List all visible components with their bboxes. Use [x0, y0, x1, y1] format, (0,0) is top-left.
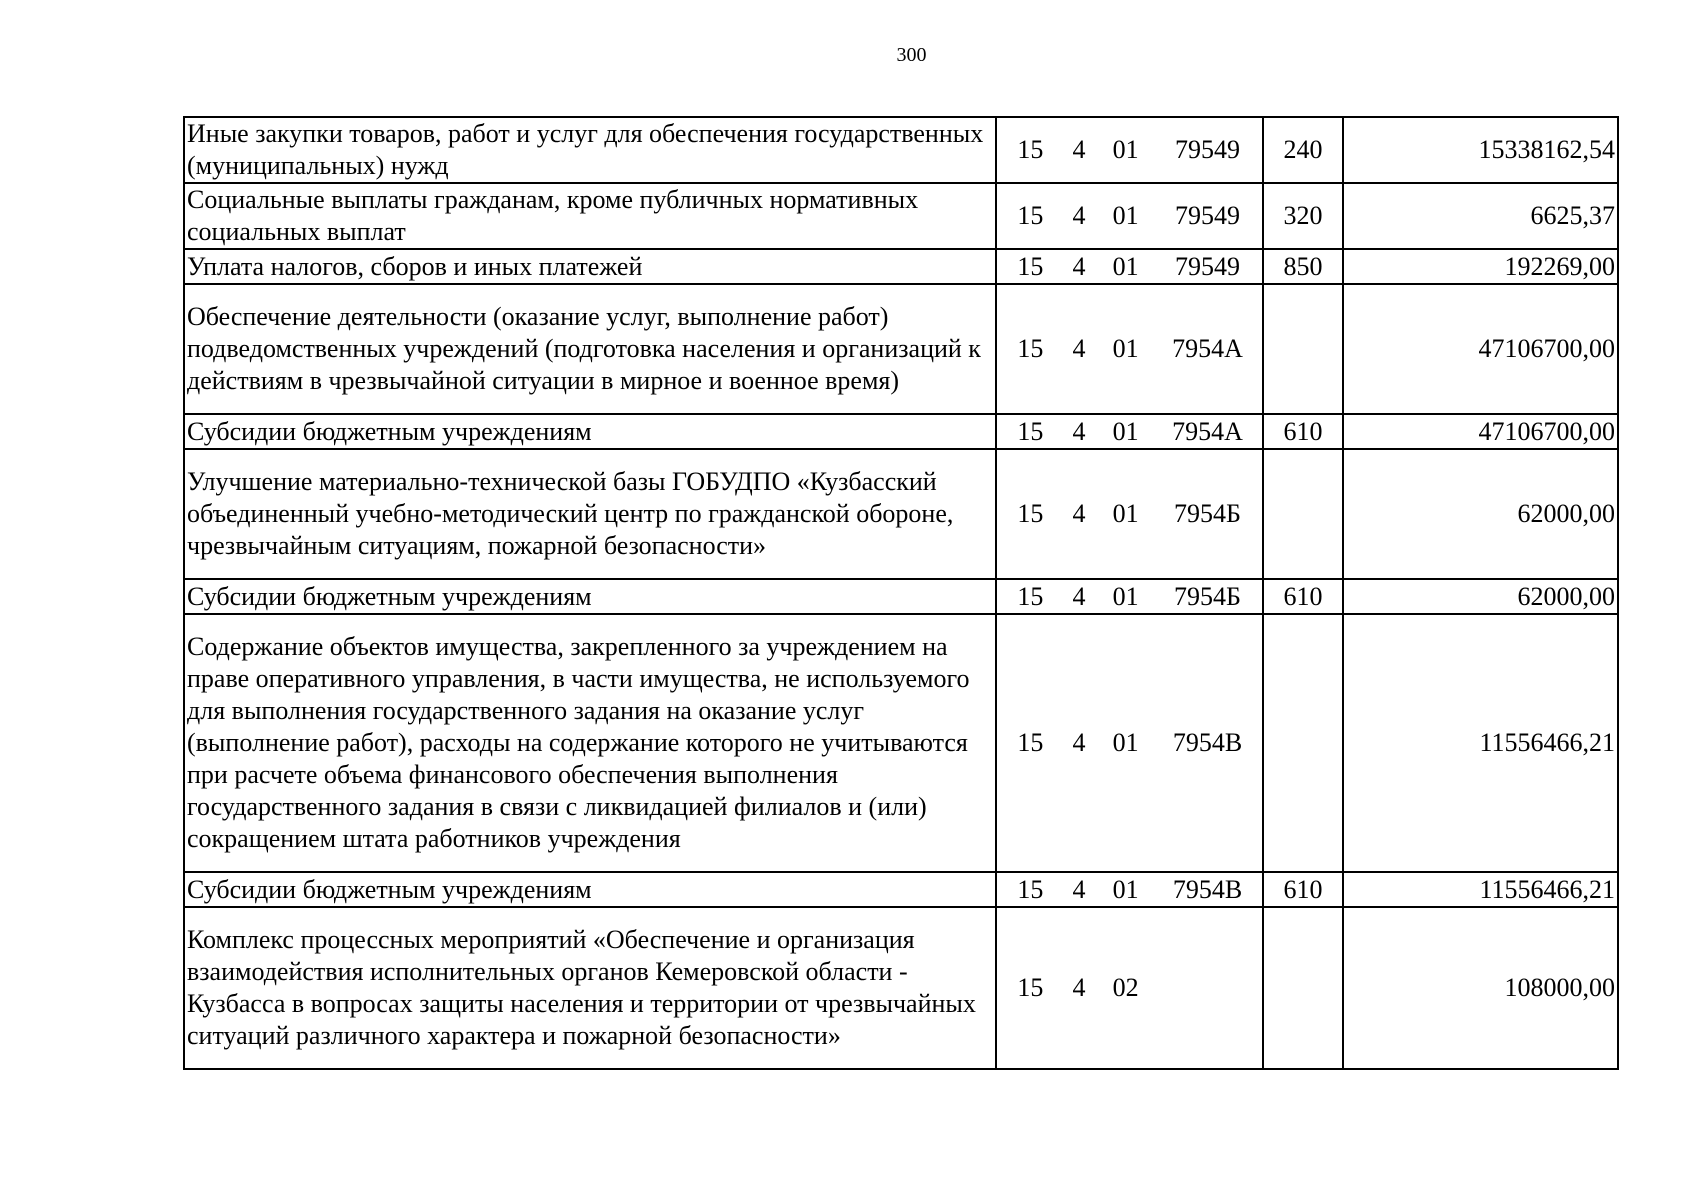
expense-name: Субсидии бюджетным учреждениям: [184, 579, 996, 614]
code-program: 15: [1017, 135, 1044, 164]
code-subtype: 4: [1072, 499, 1086, 528]
code-subtype: 4: [1072, 728, 1086, 757]
expense-name: Иные закупки товаров, работ и услуг для обеспечения государственных (муниципальных) нужд: [184, 117, 996, 183]
code-subtype: 4: [1072, 201, 1086, 230]
code-direction: 7954В: [1172, 874, 1243, 904]
code-complex: 01: [1112, 581, 1139, 611]
table-row: [184, 907, 1618, 1069]
code-complex: 01: [1112, 201, 1139, 230]
target-code: [996, 414, 1263, 449]
amount: 6625,37: [1343, 183, 1618, 249]
table-row: [184, 284, 1618, 414]
expense-name: Субсидии бюджетным учреждениям: [184, 872, 996, 907]
amount: 11556466,21: [1343, 614, 1618, 872]
code-complex: 01: [1112, 416, 1139, 446]
expense-type: [1263, 907, 1343, 1069]
target-code: [996, 249, 1263, 284]
expense-name: Социальные выплаты гражданам, кроме публичных нормативных социальных выплат: [184, 183, 996, 249]
target-code: [996, 284, 1263, 414]
target-code: [996, 183, 1263, 249]
target-code: [996, 579, 1263, 614]
table-row: [184, 183, 1618, 249]
amount: 62000,00: [1343, 449, 1618, 579]
code-direction: 7954А: [1172, 334, 1243, 363]
code-direction: 7954Б: [1174, 499, 1241, 528]
table-row: [184, 414, 1618, 449]
code-program: 15: [1017, 973, 1044, 1002]
table-row: [184, 249, 1618, 284]
code-subtype: 4: [1072, 334, 1086, 363]
code-complex: 01: [1112, 874, 1139, 904]
amount: 108000,00: [1343, 907, 1618, 1069]
target-code: [996, 614, 1263, 872]
table-row: [184, 579, 1618, 614]
code-complex: 02: [1112, 973, 1139, 1002]
code-subtype: 4: [1072, 874, 1086, 904]
code-direction: 7954В: [1172, 728, 1243, 757]
expense-type: [1263, 284, 1343, 414]
code-direction: 7954Б: [1174, 581, 1241, 611]
expense-type: 320: [1263, 183, 1343, 249]
code-subtype: 4: [1072, 973, 1086, 1002]
expense-name: Комплекс процессных мероприятий «Обеспечение и организация взаимодействия исполнительных органов Кемеровской области - Кузбасса в вопросах защиты населения и территории от чрезвычайных ситуаций различного характера и пожарной безопасности»: [184, 907, 996, 1069]
table-row: [184, 614, 1618, 872]
table-row: [184, 449, 1618, 579]
code-complex: 01: [1112, 251, 1139, 281]
code-program: 15: [1017, 416, 1044, 446]
expense-type: [1263, 614, 1343, 872]
code-subtype: 4: [1072, 251, 1086, 281]
expense-name: Обеспечение деятельности (оказание услуг, выполнение работ) подведомственных учреждений (подготовка населения и организаций к действиям в чрезвычайной ситуации в мирное и военное время): [184, 284, 996, 414]
code-direction: 79549: [1175, 201, 1240, 230]
code-program: 15: [1017, 874, 1044, 904]
amount: 62000,00: [1343, 579, 1618, 614]
code-program: 15: [1017, 201, 1044, 230]
target-code: [996, 449, 1263, 579]
code-complex: 01: [1112, 334, 1139, 363]
code-subtype: 4: [1072, 416, 1086, 446]
expense-name: Содержание объектов имущества, закрепленного за учреждением на праве оперативного управления, в части имущества, не используемого для выполнения государственного задания на оказание услуг (выполнение работ), расходы на содержание которого не учитываются при расчете объема финансового обеспечения выполнения государственного задания в связи с ликвидацией филиалов и (или) сокращением штата работников учреждения: [184, 614, 996, 872]
expense-type: 610: [1263, 579, 1343, 614]
code-direction: 7954А: [1172, 416, 1243, 446]
target-code: [996, 117, 1263, 183]
code-subtype: 4: [1072, 581, 1086, 611]
amount: 47106700,00: [1343, 284, 1618, 414]
table-row: [184, 117, 1618, 183]
target-code: [996, 872, 1263, 907]
code-complex: 01: [1112, 499, 1139, 528]
expense-type: 240: [1263, 117, 1343, 183]
target-code: [996, 907, 1263, 1069]
expense-name: Уплата налогов, сборов и иных платежей: [184, 249, 996, 284]
expense-type: 610: [1263, 414, 1343, 449]
expense-type: 850: [1263, 249, 1343, 284]
code-program: 15: [1017, 251, 1044, 281]
code-program: 15: [1017, 334, 1044, 363]
budget-table: [183, 116, 1619, 1070]
code-direction: 79549: [1175, 135, 1240, 164]
expense-type: 610: [1263, 872, 1343, 907]
amount: 11556466,21: [1343, 872, 1618, 907]
code-complex: 01: [1112, 728, 1139, 757]
expense-name: Субсидии бюджетным учреждениям: [184, 414, 996, 449]
amount: 192269,00: [1343, 249, 1618, 284]
table-row: [184, 872, 1618, 907]
amount: 15338162,54: [1343, 117, 1618, 183]
expense-name: Улучшение материально-технической базы ГОБУДПО «Кузбасский объединенный учебно-методический центр по гражданской обороне, чрезвычайным ситуациям, пожарной безопасности»: [184, 449, 996, 579]
code-complex: 01: [1112, 135, 1139, 164]
code-program: 15: [1017, 581, 1044, 611]
page-number: 300: [896, 44, 927, 66]
code-program: 15: [1017, 499, 1044, 528]
code-direction: 79549: [1175, 251, 1240, 281]
code-subtype: 4: [1072, 135, 1086, 164]
code-program: 15: [1017, 728, 1044, 757]
amount: 47106700,00: [1343, 414, 1618, 449]
expense-type: [1263, 449, 1343, 579]
